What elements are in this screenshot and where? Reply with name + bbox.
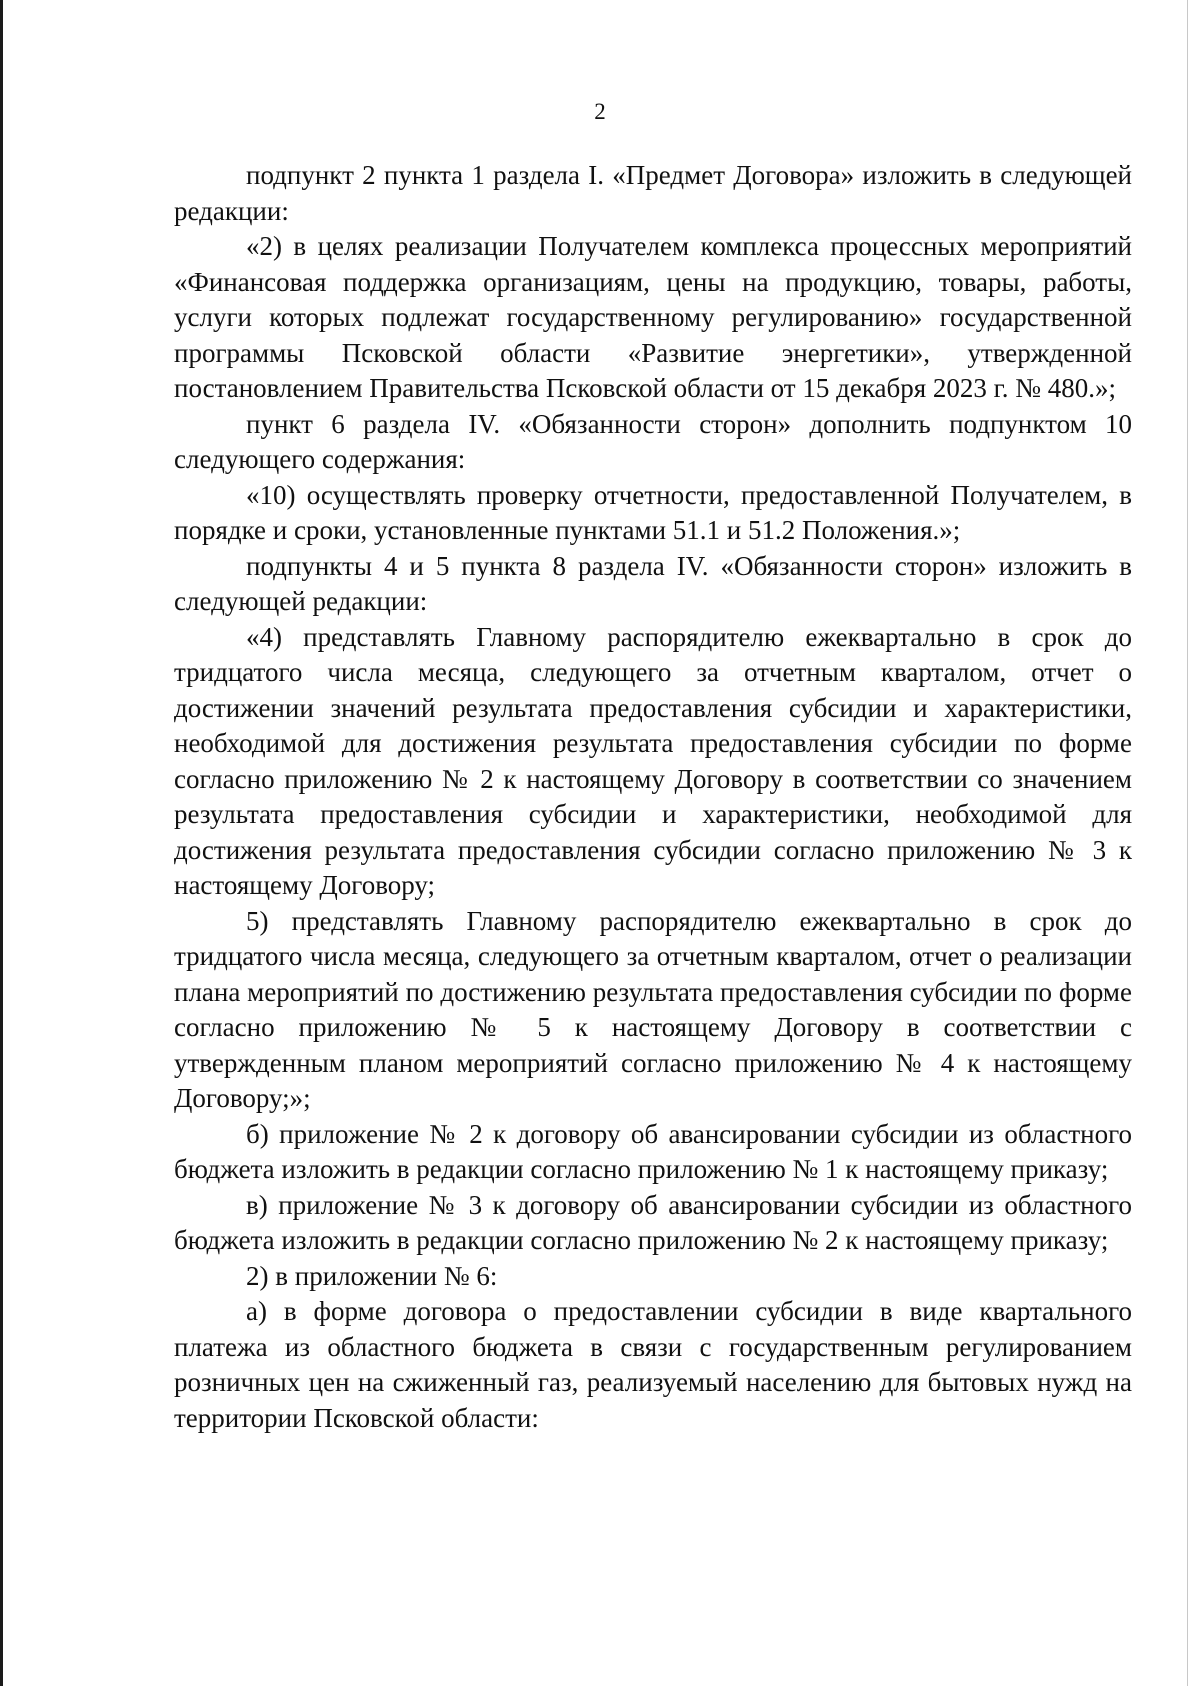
paragraph-subpoints-4-5-intro: подпункты 4 и 5 пункта 8 раздела IV. «Обязанности сторон» изложить в следующей редакции:	[174, 550, 1132, 616]
paragraph-item-b: б) приложение № 2 к договору об авансировании субсидии из областного бюджета изложить в редакции согласно приложению № 1 к настоящему приказу;	[174, 1118, 1132, 1184]
document-body	[174, 158, 1132, 1436]
paragraph-item-a: а) в форме договора о предоставлении субсидии в виде квартального платежа из областного бюджета в связи с государственным регулированием розничных цен на сжиженный газ, реализуемый населению для бытовых нужд на территории Псковской области:	[174, 1296, 1132, 1433]
paragraph-point-6-intro: пункт 6 раздела IV. «Обязанности сторон» дополнить подпунктом 10 следующего содержания:	[174, 408, 1132, 474]
page-number: 2	[594, 99, 606, 124]
paragraph-subpoint-5-text: 5) представлять Главному распорядителю ежеквартально в срок до тридцатого числа месяца, следующего за отчетным кварталом, отчет о реализации плана мероприятий по достижению результата предоставления субсидии по форме согласно приложению № 5 к настоящему Договору в соответствии с утвержденным планом мероприятий согласно приложению № 4 к настоящему Договору;»;	[174, 905, 1132, 1113]
scan-left-edge	[0, 0, 3, 1686]
paragraph-subpoint-4-text: «4) представлять Главному распорядителю ежеквартально в срок до тридцатого числа месяца, следующего за отчетным кварталом, отчет о достижении значений результата предоставления субсидии и характеристики, необходимой для достижения результата предоставления субсидии по форме согласно приложению № 2 к настоящему Договору в соответствии со значением результата предоставления субсидии и характеристики, необходимой для достижения результата предоставления субсидии согласно приложению № 3 к настоящему Договору;	[174, 621, 1132, 900]
scan-right-edge	[1187, 0, 1188, 1686]
paragraph-subpoint-2-intro: подпункт 2 пункта 1 раздела I. «Предмет Договора» изложить в следующей редакции:	[174, 160, 1132, 226]
paragraph-item-v: в) приложение № 3 к договору об авансировании субсидии из областного бюджета изложить в редакции согласно приложению № 2 к настоящему приказу;	[174, 1189, 1132, 1255]
paragraph-subpoint-2-text: «2) в целях реализации Получателем комплекса процессных мероприятий «Финансовая поддержка организациям, цены на продукцию, товары, работы, услуги которых подлежат государственному регулированию» государственной программы Псковской области «Развитие энергетики», утвержденной постановлением Правительства Псковской области от 15 декабря 2023 г. № 480.»;	[174, 231, 1132, 403]
paragraph-appendix-6: 2) в приложении № 6:	[246, 1260, 498, 1291]
paragraph-subpoint-10-text: «10) осуществлять проверку отчетности, предоставленной Получателем, в порядке и сроки, установленные пунктами 51.1 и 51.2 Положения.»;	[174, 479, 1132, 545]
